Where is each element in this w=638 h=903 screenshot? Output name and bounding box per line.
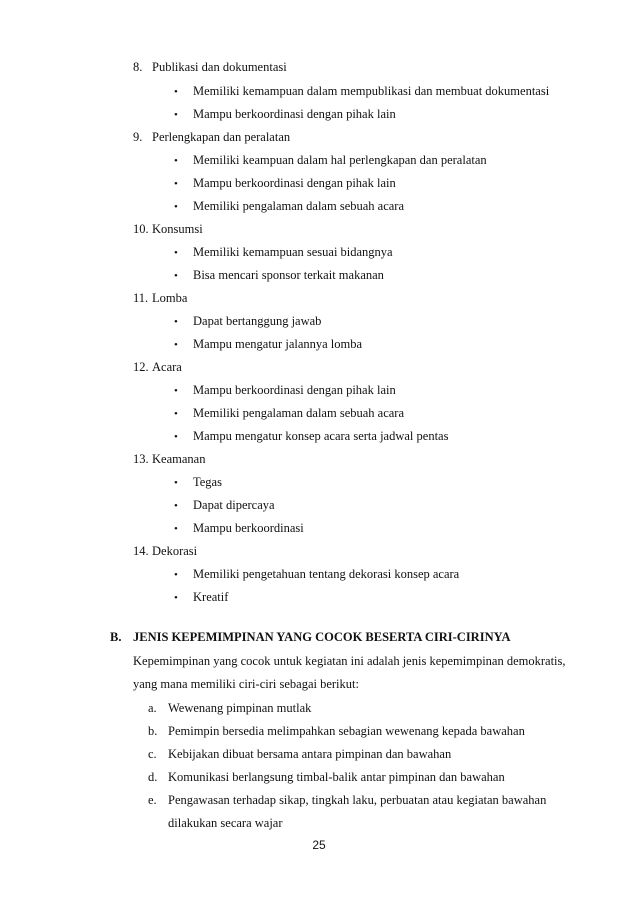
section-number: 12. — [133, 360, 149, 374]
list-item: Tegas — [193, 475, 222, 489]
trait-letter: a. — [148, 701, 157, 715]
list-item: Mampu berkoordinasi dengan pihak lain — [193, 107, 396, 121]
trait-item: Kebijakan dibuat bersama antara pimpinan dan bawahan — [168, 747, 452, 761]
bullet-icon: • — [174, 316, 178, 328]
bullet-icon: • — [174, 500, 178, 512]
section-title: Dekorasi — [152, 544, 198, 558]
bullet-icon: • — [174, 178, 178, 190]
trait-letter: b. — [148, 724, 158, 738]
bullet-icon: • — [174, 477, 178, 489]
bullet-icon: • — [174, 592, 178, 604]
section-title: Konsumsi — [152, 222, 203, 236]
trait-item: Pemimpin bersedia melimpahkan sebagian wewenang kepada bawahan — [168, 724, 525, 738]
list-item: Dapat dipercaya — [193, 498, 275, 512]
bullet-icon: • — [174, 247, 178, 259]
list-item: Mampu mengatur jalannya lomba — [193, 337, 363, 351]
section-number: 13. — [133, 452, 149, 466]
list-item: Memiliki keampuan dalam hal perlengkapan dan peralatan — [193, 153, 487, 167]
trait-item-continuation: dilakukan secara wajar — [168, 816, 283, 830]
list-item: Memiliki pengetahuan tentang dekorasi konsep acara — [193, 567, 460, 581]
bullet-icon: • — [174, 339, 178, 351]
trait-letter: e. — [148, 793, 157, 807]
section-title: Keamanan — [152, 452, 206, 466]
list-item: Mampu mengatur konsep acara serta jadwal pentas — [193, 429, 449, 443]
trait-item: Pengawasan terhadap sikap, tingkah laku, perbuatan atau kegiatan bawahan — [168, 793, 547, 807]
list-item: Mampu berkoordinasi — [193, 521, 304, 535]
paragraph-line: yang mana memiliki ciri-ciri sebagai berikut: — [133, 677, 359, 691]
trait-letter: d. — [148, 770, 158, 784]
bullet-icon: • — [174, 86, 178, 98]
section-number: 9. — [133, 130, 143, 144]
list-item: Memiliki kemampuan sesuai bidangnya — [193, 245, 393, 259]
list-item: Mampu berkoordinasi dengan pihak lain — [193, 176, 396, 190]
heading-label: B. — [110, 630, 122, 644]
list-item: Memiliki pengalaman dalam sebuah acara — [193, 199, 405, 213]
list-item: Bisa mencari sponsor terkait makanan — [193, 268, 384, 282]
bullet-icon: • — [174, 523, 178, 535]
bullet-icon: • — [174, 109, 178, 121]
list-item: Dapat bertanggung jawab — [193, 314, 322, 328]
bullet-icon: • — [174, 201, 178, 213]
paragraph-line: Kepemimpinan yang cocok untuk kegiatan ini adalah jenis kepemimpinan demokratis, — [133, 654, 566, 668]
section-number: 11. — [133, 291, 149, 305]
list-item: Memiliki pengalaman dalam sebuah acara — [193, 406, 405, 420]
bullet-icon: • — [174, 270, 178, 282]
section-title: Acara — [152, 360, 182, 374]
bullet-icon: • — [174, 569, 178, 581]
heading-title: JENIS KEPEMIMPINAN YANG COCOK BESERTA CIRI-CIRINYA — [133, 630, 511, 644]
list-item: Mampu berkoordinasi dengan pihak lain — [193, 383, 396, 397]
section-title: Lomba — [152, 291, 188, 305]
list-item: Memiliki kemampuan dalam mempublikasi dan membuat dokumentasi — [193, 84, 550, 98]
section-title: Perlengkapan dan peralatan — [152, 130, 291, 144]
section-number: 10. — [133, 222, 149, 236]
trait-item: Wewenang pimpinan mutlak — [168, 701, 312, 715]
section-number: 8. — [133, 60, 143, 74]
page-number: 25 — [312, 838, 326, 852]
trait-letter: c. — [148, 747, 157, 761]
section-number: 14. — [133, 544, 149, 558]
bullet-icon: • — [174, 431, 178, 443]
bullet-icon: • — [174, 155, 178, 167]
list-item: Kreatif — [193, 590, 229, 604]
bullet-icon: • — [174, 408, 178, 420]
trait-item: Komunikasi berlangsung timbal-balik antar pimpinan dan bawahan — [168, 770, 505, 784]
bullet-icon: • — [174, 385, 178, 397]
section-title: Publikasi dan dokumentasi — [152, 60, 287, 74]
